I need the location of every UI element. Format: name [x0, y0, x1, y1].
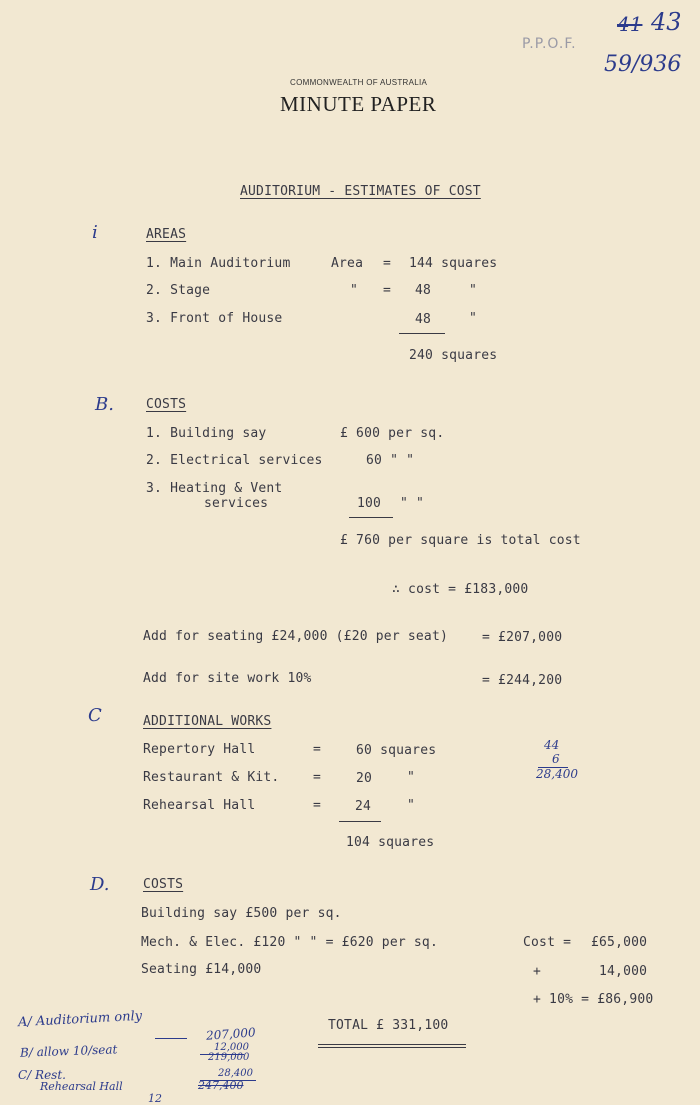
cost-sum-rule — [349, 517, 393, 518]
note-figure-5: 247,400 — [198, 1079, 244, 1092]
cost-value-1: £ 600 per sq. — [340, 426, 445, 441]
works-total: 104 squares — [346, 835, 435, 850]
d-seating: Seating £14,000 — [141, 962, 262, 977]
area-unit-ditto-3: " — [469, 311, 478, 326]
works-value-3: 24 — [355, 799, 372, 814]
margin-calc-2: 6 — [552, 752, 560, 766]
works-label-3: Rehearsal Hall — [143, 798, 256, 813]
area-total: 240 squares — [409, 348, 498, 363]
works-sum-rule — [339, 821, 381, 822]
seating-total: = £207,000 — [482, 630, 563, 645]
seating-addition: Add for seating £24,000 (£20 per seat) — [143, 629, 449, 644]
works-value-1: 60 squares — [356, 743, 437, 758]
margin-calc-3: 28,400 — [536, 767, 578, 781]
grand-total-rule-2 — [318, 1047, 466, 1048]
d-cost-label: Cost = — [523, 935, 572, 950]
grand-total: TOTAL £ 331,100 — [328, 1018, 449, 1033]
cost-value-3: 100 — [357, 496, 382, 511]
site-work-addition: Add for site work 10% — [143, 671, 312, 686]
section-a-mark: i — [92, 222, 98, 243]
area-ditto: " — [350, 283, 359, 298]
subject-heading: AUDITORIUM - ESTIMATES OF COST — [240, 184, 481, 199]
works-eq-2: = — [313, 770, 322, 785]
cost-value-2: 60 " " — [366, 453, 415, 468]
d-seating-value: 14,000 — [599, 964, 648, 979]
area-value-3: 48 — [415, 312, 432, 327]
note-dash — [155, 1038, 187, 1039]
cost-line-3b: services — [204, 496, 269, 511]
area-eq-1: = — [383, 256, 392, 271]
area-label: Area — [331, 256, 364, 271]
area-value-1: 144 squares — [409, 256, 498, 271]
section-b-heading: COSTS — [146, 397, 187, 412]
area-line-2: 2. Stage — [146, 283, 211, 298]
section-b-mark: B. — [95, 394, 114, 415]
note-figure-3: 219,000 — [208, 1052, 250, 1063]
d-mech-elec: Mech. & Elec. £120 " " = £620 per sq. — [141, 935, 438, 950]
folio-number: 43 — [651, 8, 682, 36]
area-eq-2: = — [383, 283, 392, 298]
note-line-b: B/ allow 10/seat — [19, 1042, 118, 1060]
margin-calc-1: 44 — [544, 738, 560, 752]
area-line-3: 3. Front of House — [146, 311, 283, 326]
d-cost-value: £65,000 — [591, 935, 648, 950]
note-figure-4: 28,400 — [218, 1068, 253, 1079]
section-d-mark: D. — [90, 874, 110, 895]
works-eq-3: = — [313, 798, 322, 813]
note-line-c2: Rehearsal Hall — [40, 1080, 123, 1093]
section-d-heading: COSTS — [143, 877, 184, 892]
issuer-heading: COMMONWEALTH OF AUSTRALIA — [290, 78, 428, 87]
works-eq-1: = — [313, 742, 322, 757]
section-c-mark: C — [88, 705, 102, 726]
area-value-2: 48 — [415, 283, 432, 298]
note-line-a: A/ Auditorium only — [17, 1008, 143, 1031]
works-label-1: Repertory Hall — [143, 742, 256, 757]
cost-per-square: £ 760 per square is total cost — [340, 533, 581, 548]
d-plus: + — [533, 964, 542, 979]
cost-line-3a: 3. Heating & Vent — [146, 481, 283, 496]
note-figure-2: 12,000 — [214, 1042, 249, 1053]
works-ditto-3: " — [407, 798, 416, 813]
pencil-file-mark: P.P.O.F. — [522, 36, 577, 52]
site-work-total: = £244,200 — [482, 673, 563, 688]
cost-line-2: 2. Electrical services — [146, 453, 323, 468]
grand-total-rule-1 — [318, 1044, 466, 1045]
note-bottom-number: 12 — [148, 1092, 162, 1105]
works-label-2: Restaurant & Kit. — [143, 770, 280, 785]
d-ten-percent: + 10% = £86,900 — [533, 992, 654, 1007]
struck-folio-number: 41 — [617, 12, 643, 36]
d-building: Building say £500 per sq. — [141, 906, 342, 921]
works-ditto-2: " — [407, 770, 416, 785]
cost-value-3-ditto: " " — [400, 496, 425, 511]
section-c-heading: ADDITIONAL WORKS — [143, 714, 272, 729]
area-line-1: 1. Main Auditorium — [146, 256, 291, 271]
works-value-2: 20 — [356, 771, 373, 786]
therefore-cost: ∴ cost = £183,000 — [392, 582, 529, 597]
document-title: MINUTE PAPER — [280, 92, 437, 116]
note-line-c1: C/ Rest. — [18, 1068, 66, 1082]
area-unit-ditto-2: " — [469, 283, 478, 298]
section-a-heading: AREAS — [146, 227, 187, 242]
area-sum-rule — [399, 333, 445, 334]
note-figure-1: 207,000 — [205, 1025, 257, 1043]
cost-line-1: 1. Building say — [146, 426, 267, 441]
file-reference: 59/936 — [604, 52, 682, 77]
